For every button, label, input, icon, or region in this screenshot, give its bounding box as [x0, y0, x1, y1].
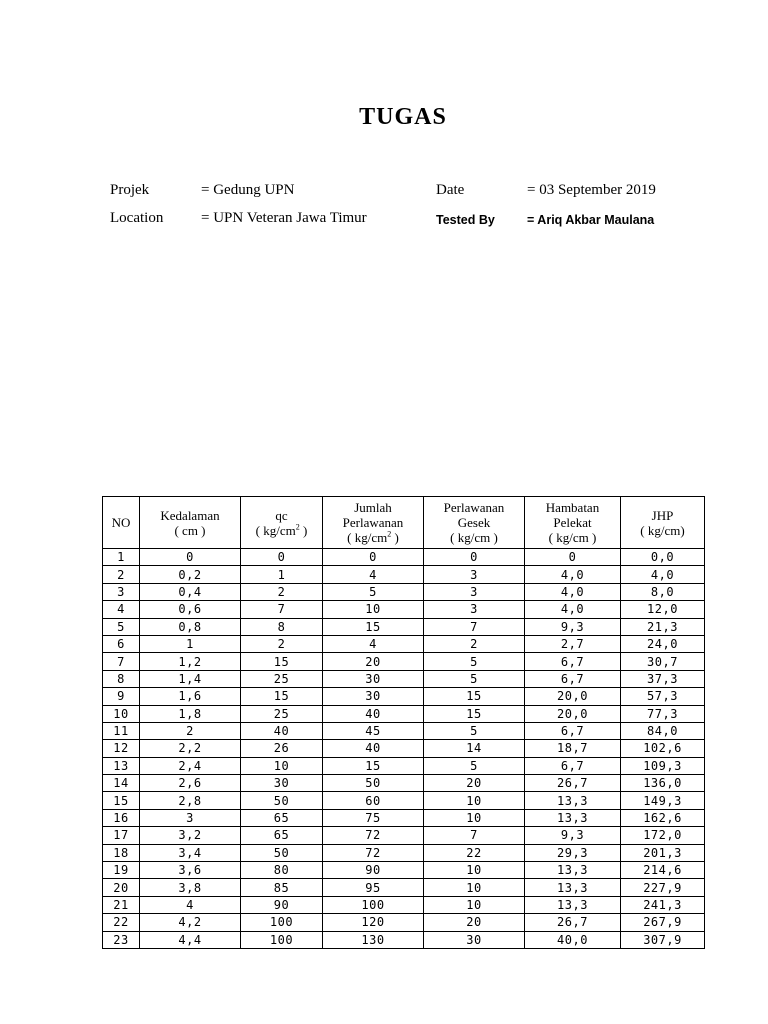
cell-kedalaman: 3,2	[140, 827, 241, 844]
table-row	[103, 809, 705, 826]
cell-jhp: 0,0	[621, 549, 705, 566]
project-value: = Gedung UPN	[201, 182, 295, 198]
cell-kedalaman: 1,8	[140, 705, 241, 722]
cell-kedalaman: 4,4	[140, 931, 241, 948]
cell-kedalaman: 0	[140, 549, 241, 566]
table-row	[103, 670, 705, 687]
table-row	[103, 722, 705, 739]
cell-hambatan-pelekat: 26,7	[525, 914, 621, 931]
cell-jhp: 109,3	[621, 757, 705, 774]
tested-by-value: = Ariq Akbar Maulana	[527, 213, 655, 227]
cell-kedalaman: 0,8	[140, 618, 241, 635]
cell-jumlah-perlawanan: 72	[323, 844, 424, 861]
cell-hambatan-pelekat: 13,3	[525, 879, 621, 896]
cell-jhp: 149,3	[621, 792, 705, 809]
cell-jumlah-perlawanan: 50	[323, 775, 424, 792]
cell-no: 10	[103, 705, 140, 722]
cell-qc: 8	[241, 618, 323, 635]
cell-perlawanan-gesek: 30	[424, 931, 525, 948]
cell-qc: 10	[241, 757, 323, 774]
table-header-row	[103, 497, 705, 549]
cell-no: 4	[103, 601, 140, 618]
cell-jhp: 21,3	[621, 618, 705, 635]
cell-hambatan-pelekat: 9,3	[525, 827, 621, 844]
cell-no: 17	[103, 827, 140, 844]
table-row	[103, 549, 705, 566]
cell-jhp: 241,3	[621, 896, 705, 913]
cell-jumlah-perlawanan: 30	[323, 670, 424, 687]
cell-jhp: 102,6	[621, 740, 705, 757]
cell-jumlah-perlawanan: 0	[323, 549, 424, 566]
cell-jumlah-perlawanan: 20	[323, 653, 424, 670]
table-row	[103, 688, 705, 705]
cell-qc: 26	[241, 740, 323, 757]
cell-perlawanan-gesek: 22	[424, 844, 525, 861]
cell-jumlah-perlawanan: 75	[323, 809, 424, 826]
cell-jhp: 12,0	[621, 601, 705, 618]
header-qc: qc ( $kg/cm^2$ )	[241, 497, 323, 549]
cell-qc: 7	[241, 601, 323, 618]
cell-no: 15	[103, 792, 140, 809]
cell-no: 6	[103, 635, 140, 652]
cell-hambatan-pelekat: 29,3	[525, 844, 621, 861]
cell-kedalaman: 1,4	[140, 670, 241, 687]
cell-jumlah-perlawanan: 120	[323, 914, 424, 931]
table-row	[103, 775, 705, 792]
cell-hambatan-pelekat: 6,7	[525, 653, 621, 670]
cell-jumlah-perlawanan: 95	[323, 879, 424, 896]
cell-no: 2	[103, 566, 140, 583]
cell-no: 21	[103, 896, 140, 913]
cell-jumlah-perlawanan: 30	[323, 688, 424, 705]
cell-no: 19	[103, 862, 140, 879]
cell-no: 14	[103, 775, 140, 792]
cell-kedalaman: 2	[140, 722, 241, 739]
cell-perlawanan-gesek: 5	[424, 670, 525, 687]
cell-hambatan-pelekat: 6,7	[525, 757, 621, 774]
cell-no: 9	[103, 688, 140, 705]
cell-qc: 100	[241, 914, 323, 931]
cell-kedalaman: 1,2	[140, 653, 241, 670]
table-row	[103, 705, 705, 722]
cell-qc: 100	[241, 931, 323, 948]
cell-jhp: 227,9	[621, 879, 705, 896]
cell-perlawanan-gesek: 3	[424, 566, 525, 583]
cell-perlawanan-gesek: 14	[424, 740, 525, 757]
table-row	[103, 757, 705, 774]
cell-jumlah-perlawanan: 4	[323, 566, 424, 583]
cell-qc: 0	[241, 549, 323, 566]
cell-jhp: 172,0	[621, 827, 705, 844]
cell-perlawanan-gesek: 3	[424, 601, 525, 618]
cell-no: 1	[103, 549, 140, 566]
table-row	[103, 653, 705, 670]
cell-no: 3	[103, 583, 140, 600]
cell-jhp: 201,3	[621, 844, 705, 861]
cell-no: 12	[103, 740, 140, 757]
table-row	[103, 740, 705, 757]
table-row	[103, 618, 705, 635]
cell-no: 22	[103, 914, 140, 931]
cell-perlawanan-gesek: 5	[424, 722, 525, 739]
cell-kedalaman: 3,6	[140, 862, 241, 879]
sondir-data-table	[102, 496, 705, 949]
cell-perlawanan-gesek: 3	[424, 583, 525, 600]
cell-no: 5	[103, 618, 140, 635]
cell-perlawanan-gesek: 10	[424, 809, 525, 826]
cell-qc: 2	[241, 635, 323, 652]
cell-jhp: 30,7	[621, 653, 705, 670]
header-jumlah-perlawanan: Jumlah Perlawanan ( $kg/cm^2$ )	[323, 497, 424, 549]
cell-no: 13	[103, 757, 140, 774]
tested-by-label: Tested By	[436, 213, 495, 227]
cell-no: 20	[103, 879, 140, 896]
cell-kedalaman: 2,4	[140, 757, 241, 774]
cell-qc: 65	[241, 809, 323, 826]
cell-kedalaman: 1	[140, 635, 241, 652]
cell-jhp: 267,9	[621, 914, 705, 931]
cell-no: 23	[103, 931, 140, 948]
cell-jhp: 24,0	[621, 635, 705, 652]
cell-hambatan-pelekat: 4,0	[525, 566, 621, 583]
cell-jumlah-perlawanan: 130	[323, 931, 424, 948]
cell-qc: 15	[241, 688, 323, 705]
cell-perlawanan-gesek: 2	[424, 635, 525, 652]
cell-hambatan-pelekat: 13,3	[525, 809, 621, 826]
cell-jhp: 214,6	[621, 862, 705, 879]
table-row	[103, 792, 705, 809]
cell-perlawanan-gesek: 5	[424, 653, 525, 670]
cell-jhp: 37,3	[621, 670, 705, 687]
cell-perlawanan-gesek: 15	[424, 705, 525, 722]
cell-jumlah-perlawanan: 100	[323, 896, 424, 913]
table-row	[103, 896, 705, 913]
cell-perlawanan-gesek: 0	[424, 549, 525, 566]
cell-qc: 80	[241, 862, 323, 879]
cell-kedalaman: 3,8	[140, 879, 241, 896]
cell-no: 11	[103, 722, 140, 739]
cell-hambatan-pelekat: 4,0	[525, 601, 621, 618]
cell-perlawanan-gesek: 15	[424, 688, 525, 705]
cell-qc: 90	[241, 896, 323, 913]
location-value: = UPN Veteran Jawa Timur	[201, 210, 367, 226]
cell-no: 18	[103, 844, 140, 861]
table-row	[103, 862, 705, 879]
cell-perlawanan-gesek: 20	[424, 914, 525, 931]
cell-qc: 30	[241, 775, 323, 792]
cell-qc: 25	[241, 705, 323, 722]
cell-jhp: 4,0	[621, 566, 705, 583]
cell-hambatan-pelekat: 20,0	[525, 688, 621, 705]
cell-jumlah-perlawanan: 90	[323, 862, 424, 879]
cell-kedalaman: 0,4	[140, 583, 241, 600]
cell-kedalaman: 3,4	[140, 844, 241, 861]
cell-kedalaman: 2,8	[140, 792, 241, 809]
cell-kedalaman: 0,6	[140, 601, 241, 618]
header-no: NO	[103, 497, 140, 549]
cell-perlawanan-gesek: 5	[424, 757, 525, 774]
cell-qc: 1	[241, 566, 323, 583]
cell-kedalaman: 2,6	[140, 775, 241, 792]
cell-kedalaman: 2,2	[140, 740, 241, 757]
cell-perlawanan-gesek: 10	[424, 862, 525, 879]
cell-jumlah-perlawanan: 15	[323, 618, 424, 635]
cell-no: 16	[103, 809, 140, 826]
project-label: Projek	[110, 182, 150, 198]
header-hambatan-pelekat: Hambatan Pelekat ( kg/cm )	[525, 497, 621, 549]
document-title: TUGAS	[359, 104, 447, 130]
table-row	[103, 566, 705, 583]
cell-qc: 50	[241, 792, 323, 809]
cell-kedalaman: 3	[140, 809, 241, 826]
cell-jhp: 136,0	[621, 775, 705, 792]
table-row	[103, 931, 705, 948]
cell-hambatan-pelekat: 40,0	[525, 931, 621, 948]
cell-perlawanan-gesek: 10	[424, 792, 525, 809]
cell-hambatan-pelekat: 6,7	[525, 670, 621, 687]
cell-hambatan-pelekat: 13,3	[525, 792, 621, 809]
cell-jhp: 307,9	[621, 931, 705, 948]
cell-jumlah-perlawanan: 40	[323, 705, 424, 722]
date-value: = 03 September 2019	[527, 182, 656, 198]
cell-qc: 65	[241, 827, 323, 844]
cell-hambatan-pelekat: 13,3	[525, 862, 621, 879]
cell-perlawanan-gesek: 10	[424, 896, 525, 913]
cell-jhp: 84,0	[621, 722, 705, 739]
table-body	[103, 549, 705, 949]
cell-perlawanan-gesek: 7	[424, 827, 525, 844]
cell-hambatan-pelekat: 0	[525, 549, 621, 566]
table-row	[103, 827, 705, 844]
cell-kedalaman: 4	[140, 896, 241, 913]
cell-jhp: 57,3	[621, 688, 705, 705]
table-row	[103, 601, 705, 618]
cell-qc: 15	[241, 653, 323, 670]
cell-perlawanan-gesek: 20	[424, 775, 525, 792]
table-row	[103, 914, 705, 931]
cell-hambatan-pelekat: 6,7	[525, 722, 621, 739]
cell-qc: 40	[241, 722, 323, 739]
table-row	[103, 844, 705, 861]
table-row	[103, 879, 705, 896]
cell-jhp: 8,0	[621, 583, 705, 600]
cell-no: 8	[103, 670, 140, 687]
table-row	[103, 635, 705, 652]
cell-jumlah-perlawanan: 5	[323, 583, 424, 600]
date-label: Date	[436, 182, 465, 198]
cell-jhp: 77,3	[621, 705, 705, 722]
header-perlawanan-gesek: Perlawanan Gesek ( kg/cm )	[424, 497, 525, 549]
cell-qc: 25	[241, 670, 323, 687]
cell-qc: 85	[241, 879, 323, 896]
cell-hambatan-pelekat: 9,3	[525, 618, 621, 635]
cell-jumlah-perlawanan: 4	[323, 635, 424, 652]
cell-jumlah-perlawanan: 45	[323, 722, 424, 739]
cell-perlawanan-gesek: 7	[424, 618, 525, 635]
cell-hambatan-pelekat: 20,0	[525, 705, 621, 722]
table-row	[103, 583, 705, 600]
cell-hambatan-pelekat: 13,3	[525, 896, 621, 913]
cell-hambatan-pelekat: 26,7	[525, 775, 621, 792]
cell-jumlah-perlawanan: 10	[323, 601, 424, 618]
cell-kedalaman: 4,2	[140, 914, 241, 931]
cell-kedalaman: 0,2	[140, 566, 241, 583]
cell-kedalaman: 1,6	[140, 688, 241, 705]
location-label: Location	[110, 210, 164, 226]
cell-jhp: 162,6	[621, 809, 705, 826]
cell-qc: 2	[241, 583, 323, 600]
header-kedalaman: Kedalaman ( cm )	[140, 497, 241, 549]
cell-jumlah-perlawanan: 40	[323, 740, 424, 757]
cell-qc: 50	[241, 844, 323, 861]
header-jhp: JHP ( kg/cm)	[621, 497, 705, 549]
cell-jumlah-perlawanan: 60	[323, 792, 424, 809]
cell-jumlah-perlawanan: 15	[323, 757, 424, 774]
cell-no: 7	[103, 653, 140, 670]
cell-jumlah-perlawanan: 72	[323, 827, 424, 844]
cell-perlawanan-gesek: 10	[424, 879, 525, 896]
cell-hambatan-pelekat: 2,7	[525, 635, 621, 652]
cell-hambatan-pelekat: 18,7	[525, 740, 621, 757]
cell-hambatan-pelekat: 4,0	[525, 583, 621, 600]
